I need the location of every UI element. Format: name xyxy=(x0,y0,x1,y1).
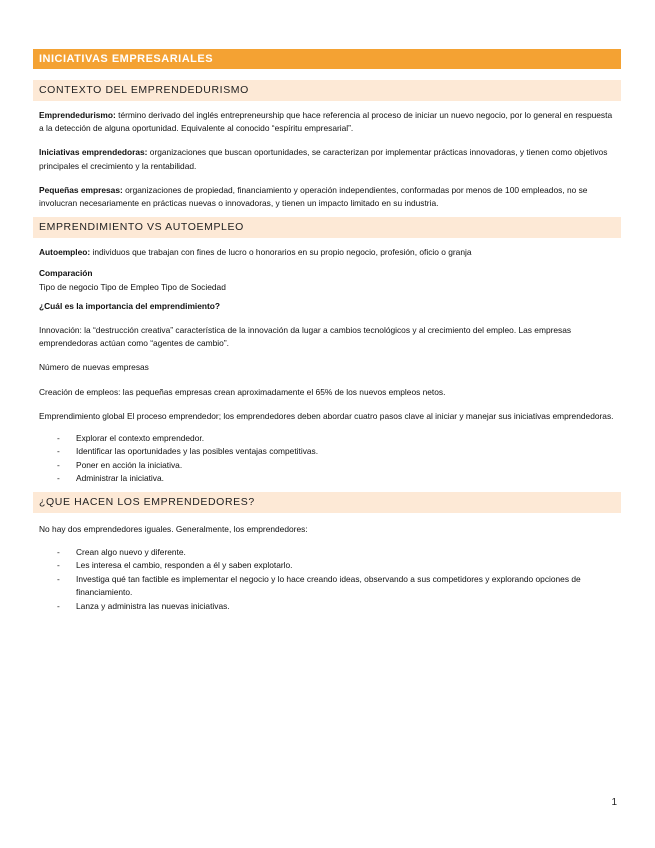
list-item: - Administrar la iniciativa. xyxy=(33,472,621,485)
paragraph-innovacion: Innovación: la “destrucción creativa” característica de la innovación da lugar a cambios tecnológicos y al crecimiento del empleo. Las empresas emprendedoras actúan como “agentes de cambio”. xyxy=(39,325,572,349)
term-iniciativas: Iniciativas emprendedoras: xyxy=(39,147,148,158)
paragraph-autoempleo xyxy=(33,246,621,259)
definition-autoempleo: individuos que trabajan con fines de lucro o honorarios en su propio negocio, profesión, oficio o granja xyxy=(90,247,472,258)
paragraph-pequenas-empresas xyxy=(33,184,621,210)
paragraph-emprendedurismo xyxy=(33,109,621,135)
comparacion-text: Tipo de negocio Tipo de Empleo Tipo de Sociedad xyxy=(39,281,226,292)
paragraph-creacion-empleos: Creación de empleos: las pequeñas empresas crean aproximadamente el 65% de los nuevos empleos netos. xyxy=(39,386,446,397)
paragraph-hacen-intro: No hay dos emprendedores iguales. Generalmente, los emprendedores: xyxy=(39,523,308,534)
section-heading-autoempleo: EMPRENDIMIENTO VS AUTOEMPLEO xyxy=(33,217,621,238)
list-item: - Explorar el contexto emprendedor. xyxy=(33,432,621,445)
page-number: 1 xyxy=(611,797,617,808)
list-item: - Crean algo nuevo y diferente. xyxy=(33,546,621,559)
definition-emprendedurismo: término derivado del inglés entrepreneurship que hace referencia al proceso de iniciar un nuevo negocio, por lo general en respuesta a la detección de alguna oportunidad. Equivalente al conocido “espíritu empresarial”. xyxy=(39,110,613,134)
section-heading-que-hacen: ¿QUE HACEN LOS EMPRENDEDORES? xyxy=(33,492,621,513)
list-item: - Les interesa el cambio, responden a él y saben explotarlo. xyxy=(33,559,621,572)
document-page xyxy=(33,49,621,613)
section-heading-contexto: CONTEXTO DEL EMPRENDEDURISMO xyxy=(33,80,621,101)
emprendedores-list xyxy=(33,546,621,613)
list-item: - Identificar las oportunidades y las posibles ventajas competitivas. xyxy=(33,445,621,458)
term-autoempleo: Autoempleo: xyxy=(39,247,91,258)
document-title: INICIATIVAS EMPRESARIALES xyxy=(33,49,621,69)
list-item: - Lanza y administra las nuevas iniciativas. xyxy=(33,600,621,613)
importancia-heading: ¿Cuál es la importancia del emprendimiento? xyxy=(39,300,221,311)
list-item: - Investiga qué tan factible es implementar el negocio y lo hace creando ideas, observando a sus competidores y explorando opciones de financiamiento. xyxy=(33,573,621,600)
definition-iniciativas: organizaciones que buscan oportunidades, se caracterizan por implementar prácticas innovadoras, y tienen como objetivos principales el crecimiento y la rentabilidad. xyxy=(39,147,608,171)
comparacion-heading: Comparación xyxy=(39,268,93,279)
paragraph-emprendimiento-global: Emprendimiento global El proceso emprendedor; los emprendedores deben abordar cuatro pasos clave al iniciar y manejar sus iniciativas emprendedoras. xyxy=(39,410,614,421)
list-item: - Poner en acción la iniciativa. xyxy=(33,459,621,472)
definition-pequenas-empresas: organizaciones de propiedad, financiamiento y operación independientes, conformadas por menos de 100 empleados, no se involucran necesariamente en prácticas nuevas o innovadoras, y tienen un impacto limitado en su industria. xyxy=(39,184,588,209)
paragraph-iniciativas xyxy=(33,146,621,172)
term-emprendedurismo: Emprendedurismo: xyxy=(39,110,116,120)
pasos-list xyxy=(33,432,621,486)
paragraph-numero-empresas: Número de nuevas empresas xyxy=(39,362,149,373)
term-pequenas-empresas: Pequeñas empresas: xyxy=(39,184,123,195)
